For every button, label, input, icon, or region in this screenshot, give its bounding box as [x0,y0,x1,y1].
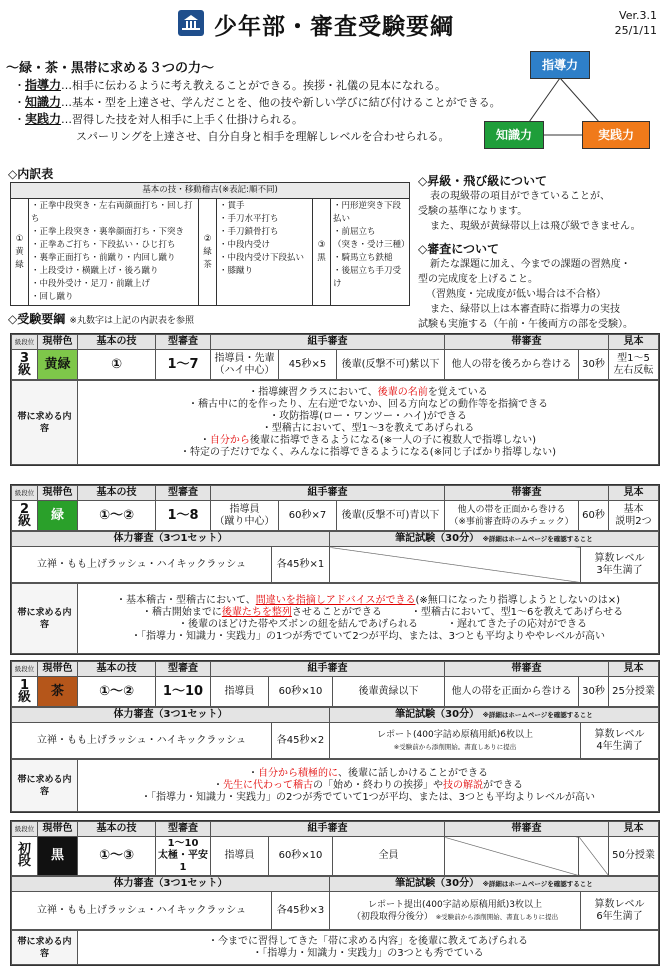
intro-heading: ～緑・茶・黒帯に求める３つの力～ [6,61,215,76]
exam-line: 試験も実施する（午前・午後両方の部を受験）。 [418,319,633,330]
report [330,723,581,759]
grade-1kyu-block [10,660,660,813]
col-kata: 型審査 [156,822,211,837]
col-phys: 体力審査（3つ1セット） [12,708,330,723]
technique-item: ・正拳あご打ち・下段払い・ひじ打ち [31,240,176,250]
belt-task-none [445,837,579,876]
req-item: ・稽古中に的を作ったり、左右逆でないか、回る方向などの動作等を指摘できる [188,398,548,410]
opp-time: 45秒×5 [279,350,337,380]
technique-item: ・前屈立ち （突き・受け三種） [333,227,410,250]
req-item: ・今までに習得してきた「帯に求める内容」を後輩に教えてあげられる [208,935,528,947]
col-kata: 型審査 [156,335,211,350]
power-text: …基本・型を上達させ、学んだことを、他の技や新しい学びに結び付けることができる。 [61,96,501,109]
date: 25/1/11 [614,24,657,37]
promo-line: また、現級が黄緑帯以上は飛び級できません。 [430,221,641,232]
group-1-items [29,199,199,306]
req-label: 帯に求める内容 [12,931,78,965]
breakdown-header: 基本の技・移動稽古(※表記:順不同) [11,183,410,199]
diagram-top: 指導力 [530,51,590,79]
technique-item: ・正拳上段突き・裏拳顔面打ち・下突き [31,227,185,237]
opp-time: 60秒×10 [269,677,333,707]
req-label: 帯に求める内容 [12,381,78,465]
power-item: ・実践力…習得した技を対人相手に上手く仕掛けられる。 [14,112,304,126]
kata: 1～10 [156,677,211,707]
written-note: ※詳細はホームページを確認すること [482,880,593,888]
grade: 1級 [12,677,38,707]
exam-section [418,240,633,332]
technique-item: ・騎馬立ち鉄槌 [333,253,393,263]
opp-who: 指導員 [211,837,269,876]
technique-item: ・膝蹴り [219,266,254,276]
group-3-label: ③ 黒 [313,199,331,306]
model: 型1～5 左右反転 [609,350,659,380]
col-written [330,877,659,892]
col-model: 見本 [609,486,659,501]
req-item: ・「指導力・知識力・実践力」の1つが秀でていて2つが平均、または、3つとも平均よりややレベルが高い [130,630,606,642]
basic: ①～② [78,677,156,707]
exam-line: 新たな課題に加え、今までの課題の習熟度・ [430,259,631,270]
col-grade: 級段位 [12,486,38,501]
col-phys: 体力審査（3つ1セット） [12,877,330,892]
belt-time: 30秒 [579,350,609,380]
belt-color: 茶 [38,677,78,707]
req-text: ・後輩のほどけた帯やズボンの紐を結んであげられる [178,618,418,630]
model: 25分授業 [609,677,659,707]
diagram-right: 実践力 [582,121,650,149]
report-none [330,547,581,583]
report-note: ※受験前から添削開始、書直しありに提出 [435,912,559,921]
group-3-items [331,199,410,306]
opp-who: 指導員・先輩 （ハイ中心） [211,350,279,380]
req-text: ・型稽古において、型1～6を教えてあげらせる [410,606,624,618]
col-belt: 現帯色 [38,822,78,837]
kata: 1～10 太極・平安1 [156,837,211,876]
promotion-section [418,172,641,234]
power-item: ・知識力…基本・型を上達させ、学んだことを、他の技や新しい学びに結び付けることができる。 [14,95,501,109]
col-kata: 型審査 [156,662,211,677]
col-opp: 組手審査 [211,335,445,350]
opp-time: 60秒×10 [269,837,333,876]
power-key: 知識力 [25,95,62,109]
req-item: ・基本稽古・型稽古において、間違いを指摘しアドバイスができる(※無口になったり指導しようとしないのは×) [115,594,621,606]
belt-time: 60秒 [579,501,609,531]
phys-count: 各45秒×1 [272,547,330,583]
req-item: ・自分から後輩に指導できるようになる(※一人の子に複数人で指導しない) [199,434,537,446]
col-opp: 組手審査 [211,486,445,501]
report-text: レポート提出(400字詰め原稿用紙)3枚以上 [368,899,542,910]
group-1-label: ① 黄緑 [11,199,29,306]
version-info [615,8,657,38]
req-item: ・「指導力・知識力・実践力」の3つとも秀でている [252,947,484,959]
written-level: 算数レベル 6年生満了 [581,892,659,930]
written-title: 筆記試験（30分） [395,709,480,720]
belt-time-none [579,837,609,876]
col-basic: 基本の技 [78,822,156,837]
req-text: ・遅れてきた子の応対ができる [447,618,587,630]
report [330,892,581,930]
col-phys: 体力審査（3つ1セット） [12,532,330,547]
grade-2kyu-block [10,484,660,655]
col-cert: 帯審査 [445,822,609,837]
col-belt: 現帯色 [38,486,78,501]
technique-item: ・後屈立ち手刀受け [333,266,402,289]
written-title: 筆記試験（30分） [395,878,480,889]
col-model: 見本 [609,822,659,837]
written-title: 筆記試験（30分） [395,533,480,544]
grade: 3級 [12,350,38,380]
power-key: 指導力 [25,78,62,92]
grade: 2級 [12,501,38,531]
col-written [330,532,659,547]
power-item: ・指導力…相手に伝わるように考え教えることができる。挨拶・礼儀の見本になれる。 [14,78,447,92]
exam-line: 型の完成度を上げること。 [418,274,538,285]
col-written [330,708,659,723]
phys-count: 各45秒×3 [272,892,330,930]
phys-items: 立禅・もも上げラッシュ・ハイキックラッシュ [12,547,272,583]
req-item: ・特定の子だけでなく、みんなに指導できるようになる(※同じ子ばかり指導しない) [180,446,556,458]
kata: 1～7 [156,350,211,380]
outline-heading [8,310,194,327]
req-list [78,381,659,465]
col-basic: 基本の技 [78,662,156,677]
dojo-logo [178,10,204,36]
col-belt: 現帯色 [38,335,78,350]
technique-item: ・回し蹴り [31,292,74,302]
report-sub-text: （初段取得分後分） [351,911,433,922]
req-label: 帯に求める内容 [12,760,78,812]
req-item: ・稽古開始までに後輩たちを整列させることができる ・型稽古において、型1～6を教えてあげらせる [141,606,624,618]
opp-who: 指導員 （蹴り中心） [211,501,279,531]
col-cert: 帯審査 [445,662,609,677]
kata: 1～8 [156,501,211,531]
breakdown-table [10,182,410,306]
breakdown-heading: ◇内訳表 [8,167,54,181]
power-cont: スパーリングを上達させ、自分自身と相手を理解しレベルを合わせられる。 [76,130,450,143]
written-note: ※詳細はホームページを確認すること [482,711,593,719]
col-cert: 帯審査 [445,335,609,350]
opp-kohai: 全員 [333,837,445,876]
opp-kohai: 後輩(反撃不可)青以下 [337,501,445,531]
exam-line: （習熟度・完成度が低い場合は不合格） [426,289,606,300]
belt-color: 緑 [38,501,78,531]
promo-line: 表の現級帯の項目ができていることが、 [430,191,610,202]
opp-kohai: 後輩(反撃不可)紫以下 [337,350,445,380]
col-opp: 組手審査 [211,822,445,837]
req-item: ・指導練習クラスにおいて、後輩の名前を覚えている [248,386,488,398]
technique-item: ・中段内受け [219,240,271,250]
phys-items: 立禅・もも上げラッシュ・ハイキックラッシュ [12,892,272,930]
opp-time: 60秒×7 [279,501,337,531]
diagram-left: 知識力 [484,121,544,149]
model: 50分授業 [609,837,659,876]
version: Ver.3.1 [619,9,657,22]
technique-item: ・中段内受け下段払い [219,253,305,263]
technique-item: ・正拳中段突き・左右両顔面打ち・回し打ち [31,201,193,224]
col-cert: 帯審査 [445,486,609,501]
written-level: 算数レベル 3年生満了 [581,547,659,583]
req-item: ・先生に代わって稽古の「始め・終わりの挨拶」や技の解説ができる [213,779,523,791]
belt-task: 他人の帯を正面から巻ける [445,677,579,707]
page-title: 少年部・審査受験要綱 [214,14,454,40]
power-text: …相手に伝わるように考え教えることができる。挨拶・礼儀の見本になれる。 [61,79,447,92]
technique-item: ・手刀鎖骨打ち [219,227,279,237]
req-item: ・攻防指導(ロー・ワンツー・ハイ)ができる [269,410,467,422]
technique-item: ・裏拳正面打ち・前蹴り・内回し蹴り [31,253,176,263]
col-belt: 現帯色 [38,662,78,677]
power-list [14,77,501,145]
col-model: 見本 [609,662,659,677]
exam-heading: ◇審査について [418,242,499,256]
belt-time: 30秒 [579,677,609,707]
req-item [80,619,656,631]
group-2-label: ② 緑茶 [199,199,217,306]
req-list [78,584,659,654]
phys-count: 各45秒×2 [272,723,330,759]
belt-color: 黒 [38,837,78,876]
written-level: 算数レベル 4年生満了 [581,723,659,759]
technique-item: ・上段受け・横蹴上げ・後ろ蹴り [31,266,159,276]
power-text: …習得した技を対人相手に上手く仕掛けられる。 [61,113,304,126]
req-item: ・型稽古において、型1～3を教えてあげられる [261,422,475,434]
belt-task: 他人の帯を正面から巻ける （※事前審査時のみチェック） [445,501,579,531]
technique-item: ・円形逆突き下段払い [333,201,402,224]
grade-shodan-block [10,820,660,966]
technique-item: ・手刀水平打ち [219,214,279,224]
group-2-items [217,199,313,306]
grade-3kyu-block [10,333,660,466]
col-model: 見本 [609,335,659,350]
technique-item: ・中段外受け・足刀・前蹴上げ [31,279,151,289]
grade: 初段 [12,837,38,876]
belt-task: 他人の帯を後ろから巻ける [445,350,579,380]
outline-title: ◇受験要綱 [8,312,66,326]
col-kata: 型審査 [156,486,211,501]
opp-kohai: 後輩黄緑以下 [333,677,445,707]
col-grade: 級段位 [12,335,38,350]
technique-item: ・貫手 [219,201,245,211]
basic: ①～② [78,501,156,531]
col-opp: 組手審査 [211,662,445,677]
promotion-heading: ◇昇級・飛び級について [418,174,547,188]
promo-line: 受験の基準になります。 [418,206,528,217]
model: 基本 説明2つ [609,501,659,531]
basic: ①～③ [78,837,156,876]
written-note: ※詳細はホームページを確認すること [482,535,593,543]
exam-line: また、緑帯以上は本審査時に指導力の実技 [430,304,620,315]
req-label: 帯に求める内容 [12,584,78,654]
col-basic: 基本の技 [78,335,156,350]
report-text: レポート(400字詰め原稿用紙)6枚以上 [377,729,533,740]
req-item: ・「指導力・知識力・実践力」の2つが秀でていて1つが平均、または、3つとも平均よりレベルが高い [140,791,596,803]
report-note: ※受験前から添削開始。書直しありに提出 [393,742,517,751]
opp-who: 指導員 [211,677,269,707]
phys-items: 立禅・もも上げラッシュ・ハイキックラッシュ [12,723,272,759]
power-key: 実践力 [25,112,62,126]
req-list [78,760,659,812]
belt-color: 黄緑 [38,350,78,380]
col-grade: 級段位 [12,662,38,677]
col-grade: 級段位 [12,822,38,837]
outline-note: ※丸数字は上記の内訳表を参照 [69,316,194,326]
report-sub [332,911,578,923]
basic: ① [78,350,156,380]
req-list [78,931,659,965]
col-basic: 基本の技 [78,486,156,501]
req-item: ・自分から積極的に、後輩に話しかけることができる [248,767,488,779]
